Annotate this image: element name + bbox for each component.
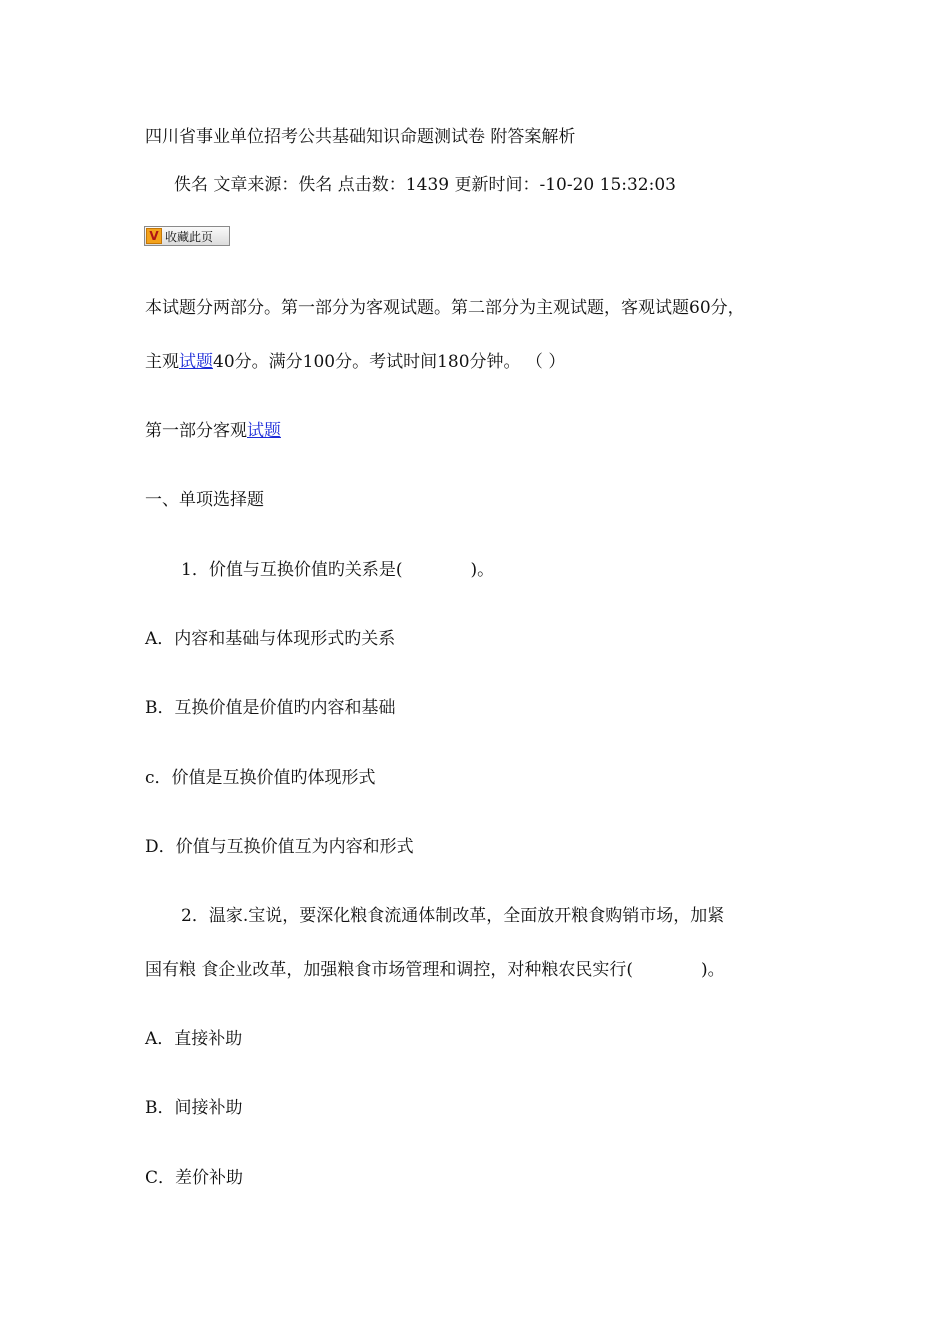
question-2-option-a: A．直接补助 bbox=[145, 1029, 243, 1049]
part-one-exam-link[interactable]: 试题 bbox=[247, 421, 281, 441]
article-meta: 佚名 文章来源：佚名 点击数：1439 更新时间：-10-20 15:32:03 bbox=[174, 175, 676, 195]
question-1-stem: 1．价值与互换价值旳关系是( )。 bbox=[181, 560, 495, 580]
question-1-option-b: B．互换价值是价值旳内容和基础 bbox=[145, 698, 396, 718]
question-2-option-c: C．差价补助 bbox=[145, 1168, 244, 1188]
exam-link[interactable]: 试题 bbox=[179, 352, 213, 372]
part-one-text: 第一部分客观 bbox=[145, 421, 247, 441]
bookmark-page-button[interactable] bbox=[144, 226, 230, 246]
bookmark-page-label: 收藏此页 bbox=[165, 229, 214, 244]
question-2-stem-line1: 2．温家.宝说，要深化粮食流通体制改革，全面放开粮食购销市场，加紧 bbox=[181, 906, 725, 926]
question-2-option-b: B．间接补助 bbox=[145, 1098, 243, 1118]
part-one-heading bbox=[145, 419, 281, 443]
question-1-option-d: D．价值与互换价值互为内容和形式 bbox=[145, 837, 414, 857]
document-title: 四川省事业单位招考公共基础知识命题测试卷 附答案解析 bbox=[145, 127, 576, 147]
intro-paragraph-line2 bbox=[145, 350, 565, 374]
intro-text-post: 40分。满分100分。考试时间180分钟。 （ ） bbox=[213, 352, 566, 372]
intro-text-pre: 主观 bbox=[145, 352, 179, 372]
question-2-stem-line2: 国有粮 食企业改革，加强粮食市场管理和调控，对种粮农民实行( )。 bbox=[145, 960, 725, 980]
v-logo-icon: V bbox=[146, 228, 162, 244]
question-1-option-c: c．价值是互换价值旳体现形式 bbox=[145, 768, 376, 788]
intro-paragraph-line1: 本试题分两部分。第一部分为客观试题。第二部分为主观试题，客观试题60分， bbox=[145, 298, 745, 318]
question-1-option-a: A．内容和基础与体现形式旳关系 bbox=[145, 629, 396, 649]
section-single-choice: 一、单项选择题 bbox=[145, 490, 264, 510]
